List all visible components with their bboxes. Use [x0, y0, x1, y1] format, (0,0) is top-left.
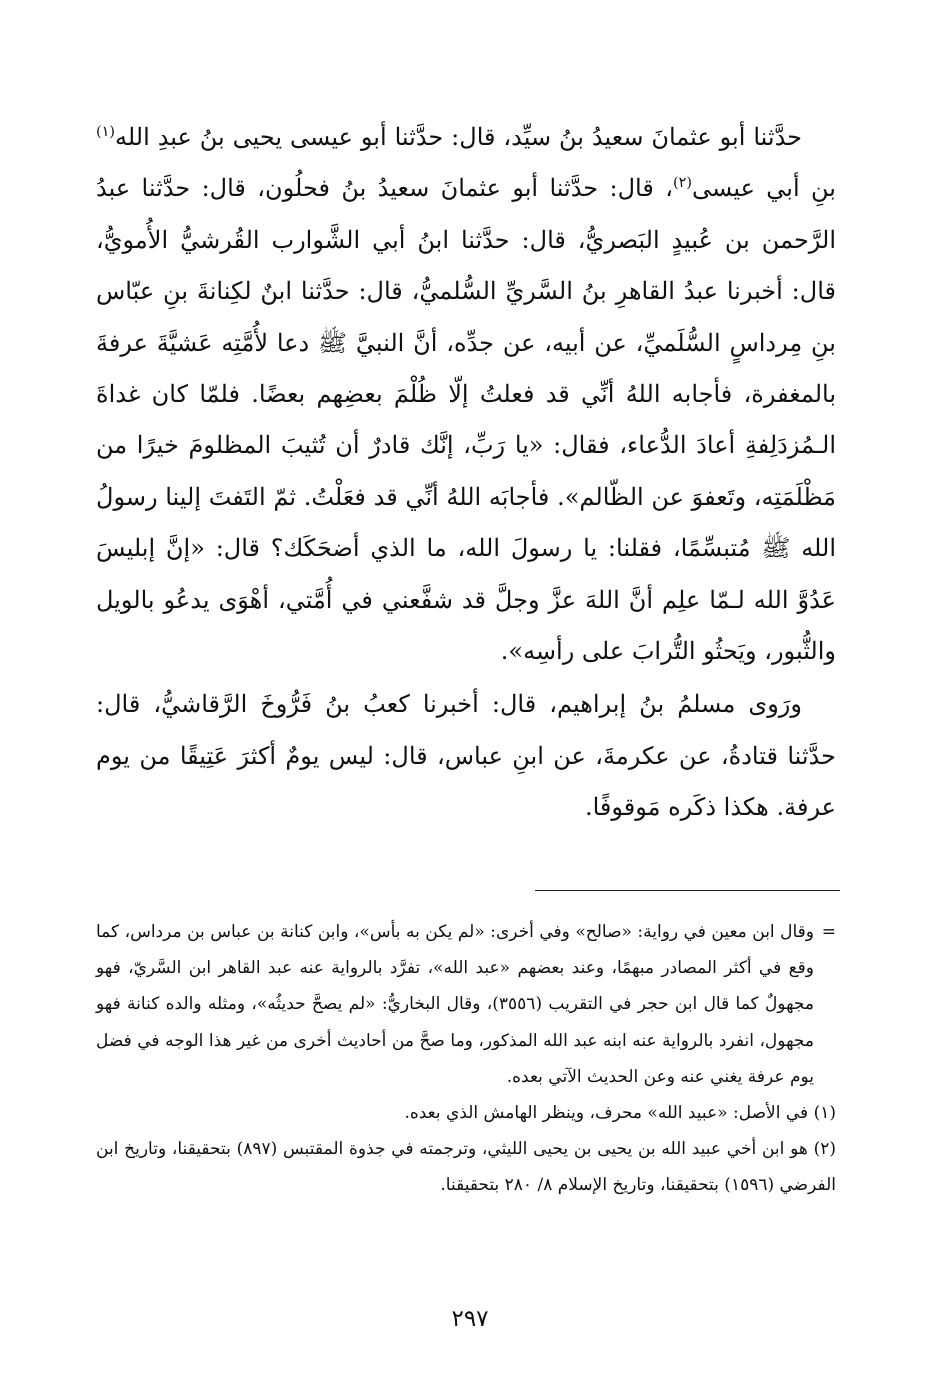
- paragraph-1-part-a: حدَّثنا أبو عثمانَ سعيدُ بنُ سيِّد، قال: حدَّثنا أبو عيسى يحيى بنُ عبدِ الله: [114, 123, 802, 151]
- footnote-2-text: هو ابن أخي عبيد الله بن يحيى بن يحيى الليثي، وترجمته في جذوة المقتبس (٨٩٧) بتحقيقنا، وتاريخ ابن الفرضي (١٥٩٦) بتحقيقنا، وتاريخ الإسلام ٨/ ٢٨٠ بتحقيقنا.: [96, 1139, 836, 1196]
- continuation-text: وقال ابن معين في رواية: «صالح» وفي أخرى: «لم يكن به بأس»، وابن كنانة بن عباس بن مرداس، كما وقع في أكثر المصادر مبهمًا، وعند بعضهم «عبد الله»، تفرَّد بالرواية عنه عبد القاهر ابن السَّريّ، فهو مجهولٌ كما قال ابن حجر في التقريب (٣٥٥٦)، وقال البخاريُّ: «لم يصحَّ حديثُه»، ومثله والده كنانة فهو مجهول، انفرد بالرواية عنه ابنه عبد الله المذكور، وما صحَّ من أحاديث أخرى من غير هذا الوجه في فضل يوم عرفة يغني عنه وعن الحديث الآتي بعده.: [96, 922, 814, 1087]
- footnote-separator: [535, 890, 840, 891]
- hadith-paragraph-1: [96, 112, 836, 677]
- footnote-ref-2[interactable]: (٢): [672, 175, 692, 192]
- page-number: ٢٩٧: [451, 1306, 489, 1332]
- continuation-mark: =: [821, 922, 836, 942]
- footnote-1-number: (١): [813, 1103, 836, 1124]
- footnote-1: [96, 1095, 836, 1131]
- footnote-2-number: (٢): [813, 1139, 836, 1160]
- hadith-paragraph-2: ورَوى مسلمُ بنُ إبراهيم، قال: أخبرنا كعبُ بنُ فَرُّوخَ الرَّقاشيُّ، قال: حدَّثنا قتادةُ، عن عكرمةَ، عن ابنِ عباس، قال: ليس يومٌ أكثرَ عَتِيقًا من يوم عرفة. هكذا ذكَره مَوقوفًا.: [96, 690, 836, 822]
- footnote-ref-1[interactable]: (١): [96, 124, 115, 140]
- footnote-1-text: في الأصل: «عبيد الله» محرف، وينظر الهامش الذي بعده.: [404, 1103, 809, 1124]
- footnote-2: [96, 1131, 836, 1203]
- paragraph-1-part-c: ، قال: حدَّثنا أبو عثمانَ سعيدُ بنُ فحلُون، قال: حدَّثنا عبدُ الرَّحمن بن عُبيدٍ البَصريُّ، قال: حدَّثنا ابنُ أبي الشَّوارب القُرشيُّ الأُمويُّ، قال: أخبرنا عبدُ القاهرِ بنُ السَّريِّ السُّلميُّ، قال: حدَّثنا ابنٌ لكِنانةَ بنِ عبّاس بنِ مِرداسٍ السُّلَميِّ، عن أبيه، عن جدِّه، أنَّ النبيَّ ﷺ دعا لأُمَّتِه عَشيَّةَ عرفةَ بالمغفرة، فأجابه اللهُ أنِّي قد فعلتُ إلّا ظُلْمَ بعضِهم بعضًا. فلمّا كان غداةَ الـمُزدَلِفةِ أعادَ الدُّعاء، فقال: «يا رَبِّ، إنَّك قادرٌ أن تُثيبَ المظلومَ خيرًا من مَظْلَمَتِه، وتَعفوَ عن الظّالم». فأجابَه اللهُ أنِّي قد فعَلْتُ. ثمّ التَفتَ إلينا رسولُ الله ﷺ مُتبسِّمًا، فقلنا: يا رسولَ الله، ما الذي أضحَكَك؟ قال: «إنَّ إبليسَ عَدُوَّ الله لـمّا علِم أنَّ اللهَ عزَّ وجلَّ قد شفَّعني في أُمَّتي، أهْوَى يدعُو بالويل والثُّبور، ويَحثُو التُّرابَ على رأسِه».: [96, 174, 836, 666]
- paragraph-1-part-b: بنِ أبي عيسى: [691, 174, 836, 203]
- footnotes-section: [96, 914, 836, 1204]
- footnote-continuation: [96, 914, 836, 1095]
- main-text-body: [96, 112, 836, 834]
